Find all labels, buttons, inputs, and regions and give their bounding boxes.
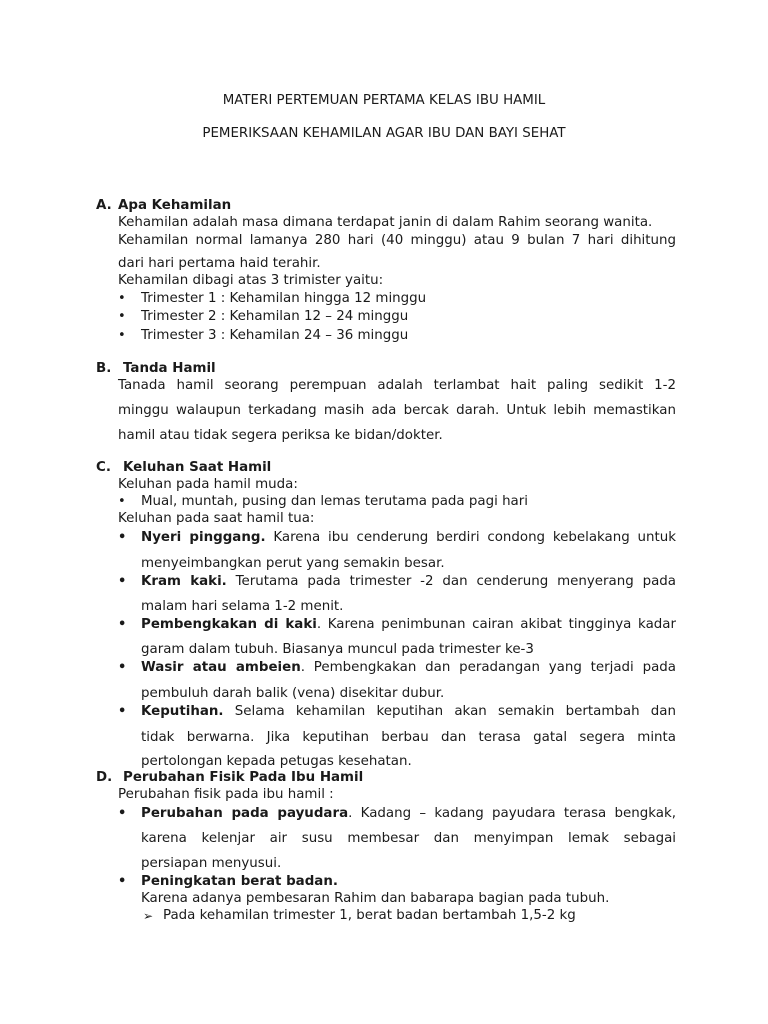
section-b-heading: Tanda Hamil (123, 361, 216, 376)
bullet-icon: • (118, 660, 127, 675)
item-term: Wasir atau ambeien (141, 660, 301, 675)
keluhan-tua-item-1 (141, 530, 676, 546)
section-a-line-1: Kehamilan adalah masa dimana terdapat janin di dalam Rahim seorang wanita. (118, 215, 653, 230)
bullet-icon: • (118, 328, 126, 343)
section-d-intro: Perubahan fisik pada ibu hamil : (118, 787, 334, 802)
section-b-line-3: hamil atau tidak segera periksa ke bidan/dokter. (118, 428, 443, 443)
item-term: Keputihan. (141, 704, 224, 719)
section-a-letter: A. (96, 198, 112, 213)
item-term: Pembengkakan di kaki (141, 617, 317, 632)
item-term: Perubahan pada payudara (141, 806, 349, 821)
item-text: . Kadang – kadang payudara terasa bengkak, (348, 806, 676, 821)
title-line-1: MATERI PERTEMUAN PERTAMA KELAS IBU HAMIL (222, 93, 546, 108)
section-c-intro-tua: Keluhan pada saat hamil tua: (118, 511, 315, 526)
perubahan-item-1-line-3: persiapan menyusui. (141, 856, 282, 871)
item-text: Selama kehamilan keputihan akan semakin bertambah dan (223, 704, 676, 719)
perubahan-item-2-term: Peningkatan berat badan. (141, 874, 338, 889)
keluhan-muda-item: Mual, muntah, pusing dan lemas terutama pada pagi hari (141, 494, 528, 509)
item-text: . Karena penimbunan cairan akibat tingginya kadar (316, 617, 676, 632)
item-text: Terutama pada trimester -2 dan cenderung menyerang pada (226, 574, 677, 589)
keluhan-tua-item-5-line-3: pertolongan kepada petugas kesehatan. (141, 754, 412, 769)
bullet-icon: • (118, 494, 126, 509)
bullet-icon: • (118, 874, 127, 889)
bullet-icon: • (118, 617, 127, 632)
perubahan-item-1-line-2: karena kelenjar air susu membesar dan menyimpan lemak sebagai (141, 831, 676, 846)
keluhan-tua-item-2-line-2: malam hari selama 1-2 menit. (141, 599, 344, 614)
section-a-line-4: Kehamilan dibagi atas 3 trimister yaitu: (118, 273, 384, 288)
keluhan-tua-item-3 (141, 617, 676, 633)
keluhan-tua-item-4 (141, 660, 676, 676)
keluhan-tua-item-2 (141, 574, 676, 590)
keluhan-tua-item-5 (141, 704, 676, 720)
item-term: Nyeri pinggang. (141, 530, 266, 545)
keluhan-tua-item-1-line-2: menyeimbangkan perut yang semakin besar. (141, 556, 445, 571)
berat-badan-trimester-1: Pada kehamilan trimester 1, berat badan bertambah 1,5-2 kg (163, 908, 576, 923)
bullet-icon: • (118, 291, 126, 306)
section-c-letter: C. (96, 460, 111, 475)
bullet-icon: • (118, 574, 127, 589)
bullet-icon: • (118, 309, 126, 324)
arrow-bullet-icon: ➢ (143, 909, 154, 923)
section-b-line-2: minggu walaupun terkadang masih ada bercak darah. Untuk lebih memastikan (118, 403, 676, 418)
item-text: . Pembengkakan dan peradangan yang terjadi pada (300, 660, 676, 675)
section-b-line-1: Tanada hamil seorang perempuan adalah terlambat hait paling sedikit 1-2 (118, 378, 676, 393)
keluhan-tua-item-3-line-2: garam dalam tubuh. Biasanya muncul pada trimester ke-3 (141, 642, 534, 657)
section-d-heading: Perubahan Fisik Pada Ibu Hamil (123, 770, 364, 785)
section-c-heading: Keluhan Saat Hamil (123, 460, 272, 475)
section-b-letter: B. (96, 361, 112, 376)
trimester-item-2: Trimester 2 : Kehamilan 12 – 24 minggu (141, 309, 409, 324)
section-a-heading: Apa Kehamilan (118, 198, 232, 213)
item-term: Kram kaki. (141, 574, 227, 589)
section-a-line-3: dari hari pertama haid terahir. (118, 256, 321, 271)
section-a-line-2: Kehamilan normal lamanya 280 hari (40 minggu) atau 9 bulan 7 hari dihitung (118, 233, 676, 248)
section-d-letter: D. (96, 770, 113, 785)
item-text: Karena ibu cenderung berdiri condong kebelakang untuk (265, 530, 676, 545)
keluhan-tua-item-5-line-2: tidak berwarna. Jika keputihan berbau dan terasa gatal segera minta (141, 730, 676, 745)
keluhan-tua-item-4-line-2: pembuluh darah balik (vena) disekitar dubur. (141, 686, 445, 701)
section-c-intro-muda: Keluhan pada hamil muda: (118, 477, 298, 492)
title-line-2: PEMERIKSAAN KEHAMILAN AGAR IBU DAN BAYI SEHAT (202, 126, 566, 141)
perubahan-item-2-line-2: Karena adanya pembesaran Rahim dan babarapa bagian pada tubuh. (141, 891, 610, 906)
bullet-icon: • (118, 806, 127, 821)
bullet-icon: • (118, 530, 127, 545)
trimester-item-1: Trimester 1 : Kehamilan hingga 12 minggu (141, 291, 427, 306)
perubahan-item-1 (141, 806, 676, 822)
bullet-icon: • (118, 704, 127, 719)
trimester-item-3: Trimester 3 : Kehamilan 24 – 36 minggu (141, 328, 409, 343)
